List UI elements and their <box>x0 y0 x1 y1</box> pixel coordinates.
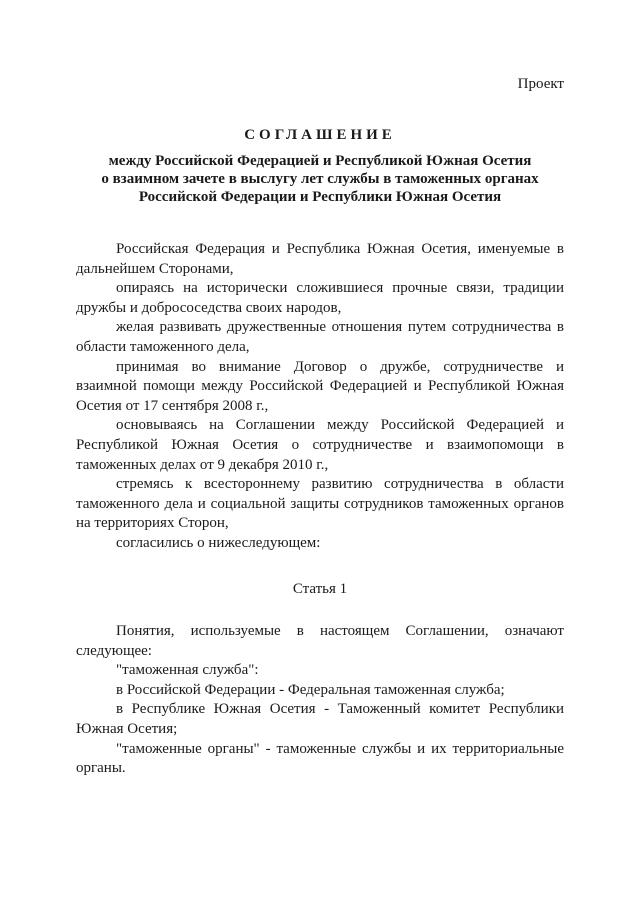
subtitle-line: о взаимном зачете в выслугу лет службы в таможенных органах <box>101 171 539 187</box>
document-subtitle <box>60 152 580 206</box>
article-paragraph: в Российской Федерации - Федеральная таможенная служба; <box>116 681 505 698</box>
preamble-paragraph: желая развивать дружественные отношения путем сотрудничества в области таможенного дела, <box>76 319 564 355</box>
subtitle-line: Российской Федерации и Республики Южная Осетия <box>138 189 502 205</box>
article-paragraph: "таможенная служба": <box>116 662 259 679</box>
preamble-paragraph: стремясь к всестороннему развитию сотрудничества в области таможенного дела и социальной защиты сотрудников таможенных органов на территориях Сторон, <box>76 476 564 532</box>
preamble-paragraph: опираясь на исторически сложившиеся прочные связи, традиции дружбы и добрососедства своих народов, <box>76 280 564 316</box>
preamble-paragraph: Российская Федерация и Республика Южная Осетия, именуемые в дальнейшем Сторонами, <box>76 241 564 277</box>
article-paragraph: Понятия, используемые в настоящем Соглашении, означают следующее: <box>76 623 564 659</box>
preamble-paragraph: основываясь на Соглашении между Российской Федерацией и Республикой Южная Осетия о сотрудничестве и взаимопомощи в таможенных делах от 9 декабря 2010 г., <box>76 417 564 473</box>
document-title: СОГЛАШЕНИЕ <box>244 127 396 143</box>
document-body <box>76 240 564 779</box>
preamble-paragraph: принимая во внимание Договор о дружбе, сотрудничестве и взаимной помощи между Российской Федерацией и Республикой Южная Осетия от 17 сентября 2008 г., <box>76 358 564 414</box>
preamble-paragraph: согласились о нижеследующем: <box>116 534 321 551</box>
article-paragraph: в Республике Южная Осетия - Таможенный комитет Республики Южная Осетия; <box>76 701 564 738</box>
draft-label: Проект <box>517 76 564 92</box>
article-paragraph: "таможенные органы" - таможенные службы и их территориальные органы. <box>76 740 564 777</box>
article-heading: Статья 1 <box>292 580 348 597</box>
subtitle-line: между Российской Федерацией и Республикой Южная Осетия <box>108 153 532 169</box>
